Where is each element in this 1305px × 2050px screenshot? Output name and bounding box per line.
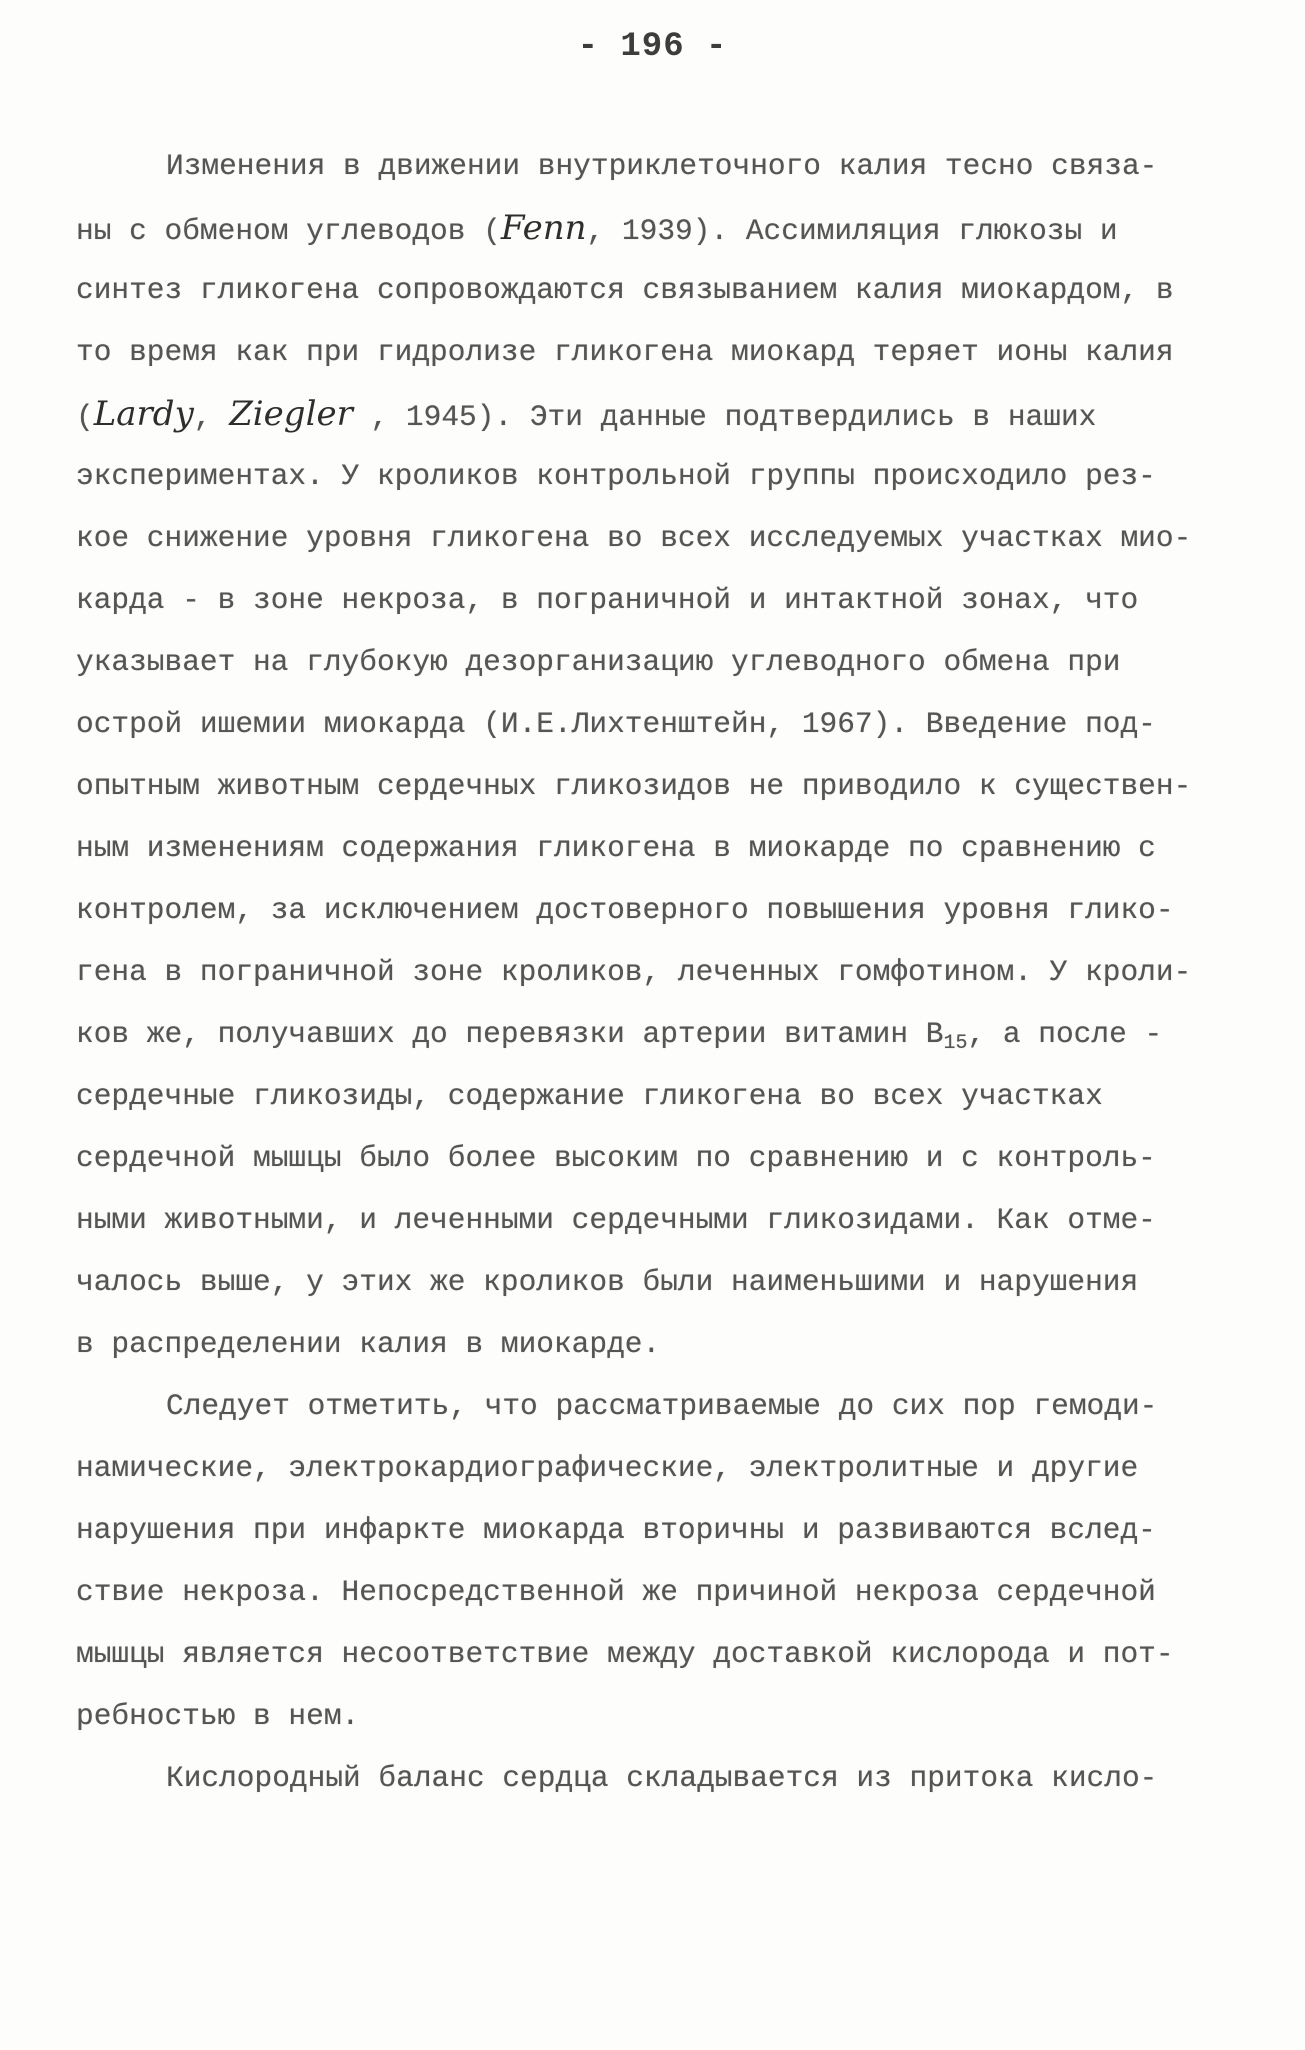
text-segment: острой ишемии миокарда (И.Е.Лихтенштейн, 1967). Введение под-: [76, 707, 1156, 741]
text-segment: опытным животным сердечных гликозидов не приводило к существен-: [76, 769, 1192, 803]
text-line: [76, 383, 1246, 445]
text-segment: мышцы является несоответствие между доставкой кислорода и пот-: [76, 1637, 1174, 1671]
text-segment: чалось выше, у этих же кроликов были наименьшими и нарушения: [76, 1265, 1139, 1299]
handwritten-citation: Ziegler: [229, 394, 353, 434]
text-line: [76, 1561, 1246, 1623]
text-line: [76, 569, 1246, 631]
text-segment: Следует отметить, что рассматриваемые до сих пор гемоди-: [166, 1389, 1158, 1423]
text-segment: ков же, получавших до перевязки артерии витамин B: [76, 1017, 944, 1051]
text-segment: ствие некроза. Непосредственной же причиной некроза сердечной: [76, 1575, 1156, 1609]
text-line: [76, 321, 1246, 383]
text-line: [76, 1437, 1246, 1499]
text-segment: ным изменениям содержания гликогена в миокарде по сравнению с: [76, 831, 1156, 865]
text-segment: гена в пограничной зоне кроликов, леченных гомфотином. У кроли-: [76, 955, 1192, 989]
text-segment: карда - в зоне некроза, в пограничной и интактной зонах, что: [76, 583, 1139, 617]
handwritten-citation: Fenn: [500, 208, 587, 248]
text-line: [76, 135, 1246, 197]
text-segment: сердечные гликозиды, содержание гликогена во всех участках: [76, 1079, 1103, 1113]
text-segment: то время как при гидролизе гликогена миокард теряет ионы калия: [76, 335, 1174, 369]
text-line: [76, 1747, 1246, 1809]
body-text: [76, 135, 1246, 1809]
text-line: [76, 631, 1246, 693]
text-line: [76, 941, 1246, 1003]
text-line: [76, 507, 1246, 569]
text-line: [76, 693, 1246, 755]
text-segment: (: [76, 400, 94, 434]
text-line: [76, 1189, 1246, 1251]
text-line: [76, 755, 1246, 817]
text-line: [76, 1623, 1246, 1685]
text-line: [76, 1251, 1246, 1313]
text-segment: , 1945). Эти данные подтвердились в наших: [352, 400, 1097, 434]
text-line: [76, 259, 1246, 321]
text-segment: нарушения при инфаркте миокарда вторичны и развиваются вслед-: [76, 1513, 1156, 1547]
page-number: - 196 -: [577, 28, 728, 66]
text-line: [76, 1003, 1246, 1065]
text-line: [76, 1127, 1246, 1189]
text-line: [76, 1065, 1246, 1127]
text-line: [76, 879, 1246, 941]
text-line: [76, 197, 1246, 259]
text-segment: , а после -: [967, 1017, 1163, 1051]
text-segment: Изменения в движении внутриклеточного калия тесно связа-: [166, 149, 1158, 183]
text-line: [76, 1375, 1246, 1437]
text-segment: ,: [193, 400, 230, 434]
text-segment: ны с обменом углеводов (: [76, 214, 501, 248]
text-segment: намические, электрокардиографические, электролитные и другие: [76, 1451, 1139, 1485]
subscript: 15: [943, 1032, 968, 1055]
text-segment: , 1939). Ассимиляция глюкозы и: [586, 214, 1118, 248]
handwritten-citation: Lardy: [93, 394, 194, 434]
text-segment: в распределении калия в миокарде.: [76, 1327, 661, 1361]
text-line: [76, 445, 1246, 507]
text-segment: экспериментах. У кроликов контрольной группы происходило рез-: [76, 459, 1156, 493]
text-segment: сердечной мышцы было более высоким по сравнению и с контроль-: [76, 1141, 1156, 1175]
text-segment: Кислородный баланс сердца складывается из притока кисло-: [166, 1761, 1158, 1795]
text-line: [76, 1313, 1246, 1375]
text-line: [76, 1499, 1246, 1561]
text-segment: ребностью в нем.: [76, 1699, 360, 1733]
text-segment: кое снижение уровня гликогена во всех исследуемых участках мио-: [76, 521, 1192, 555]
text-line: [76, 817, 1246, 879]
text-segment: ными животными, и леченными сердечными гликозидами. Как отме-: [76, 1203, 1156, 1237]
text-line: [76, 1685, 1246, 1747]
text-segment: указывает на глубокую дезорганизацию углеводного обмена при: [76, 645, 1121, 679]
text-segment: синтез гликогена сопровождаются связыванием калия миокардом, в: [76, 273, 1174, 307]
text-segment: контролем, за исключением достоверного повышения уровня глико-: [76, 893, 1174, 927]
